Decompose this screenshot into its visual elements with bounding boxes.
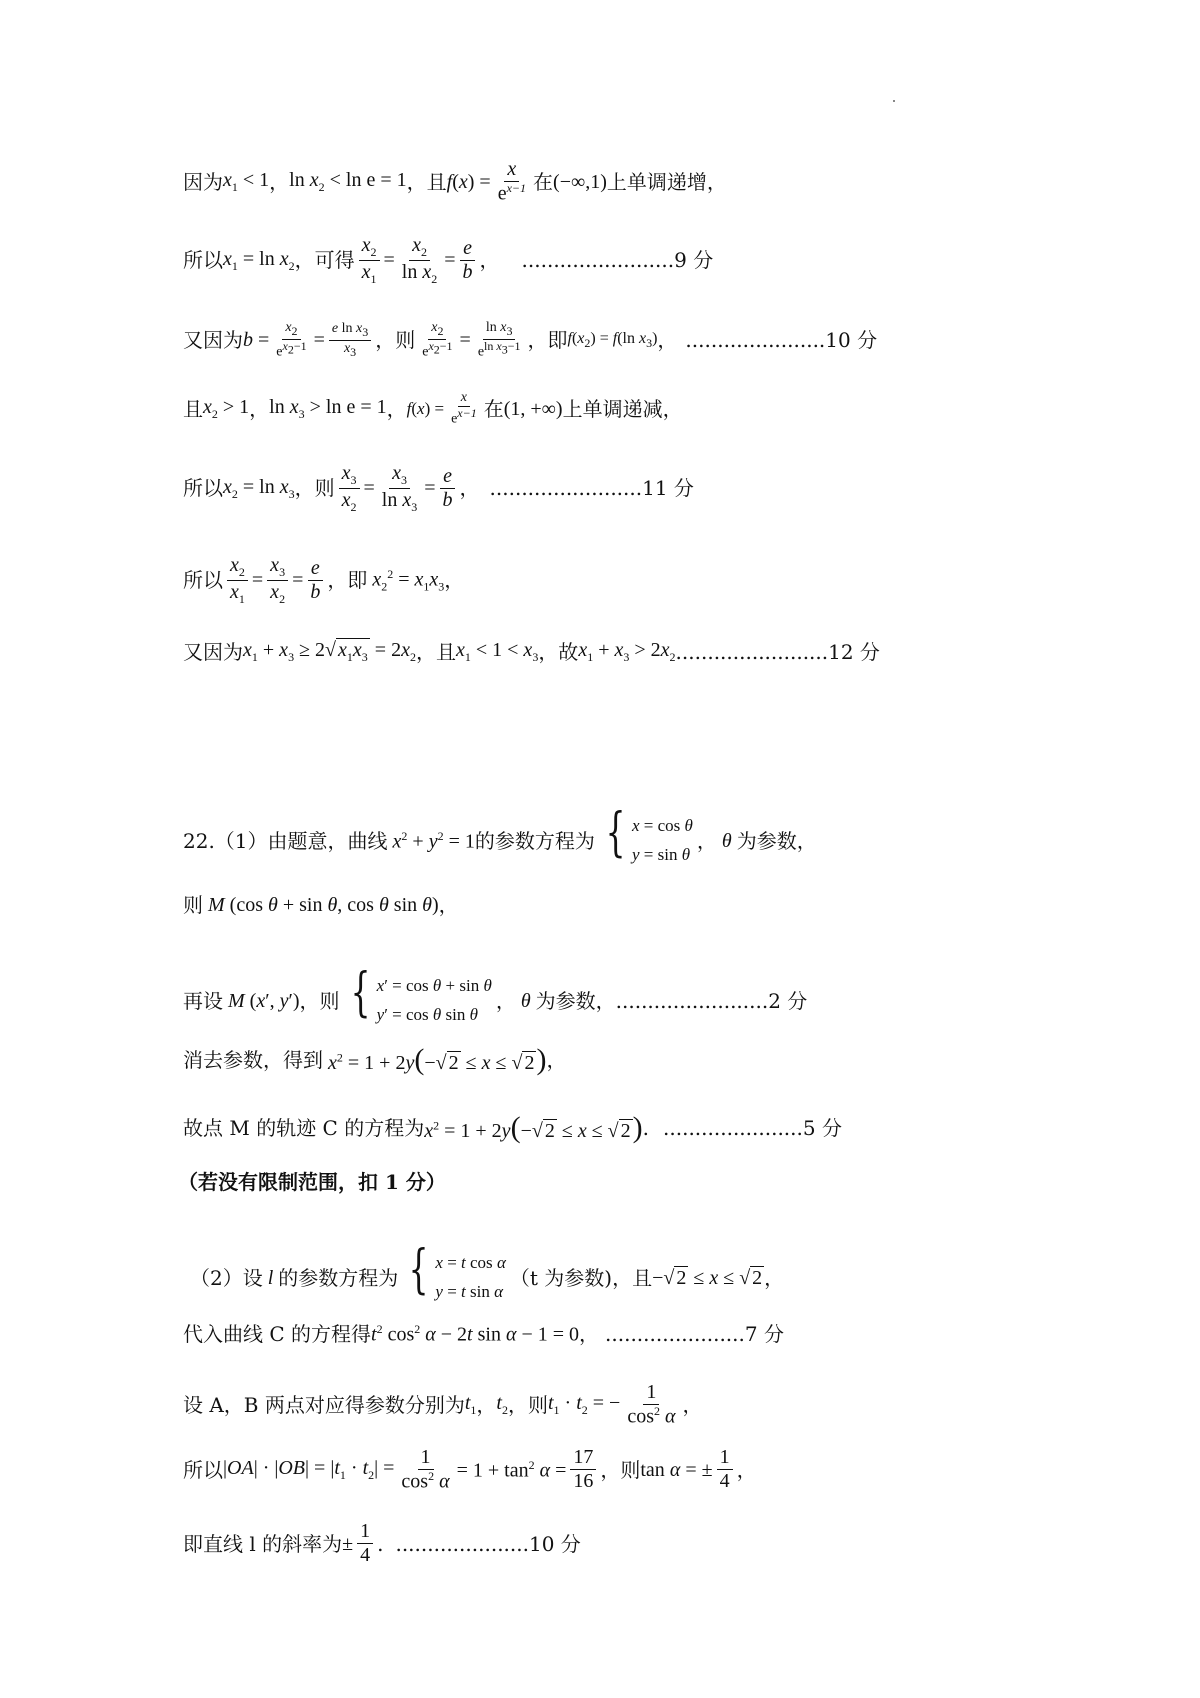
math: (1, +∞) <box>503 397 563 420</box>
text: ，且 <box>415 639 456 664</box>
line-7 <box>183 640 880 663</box>
note: （若没有限制范围，扣 1 分） <box>178 1170 446 1194</box>
fraction: $\frac{x_3}{x_2}$ <box>267 554 288 607</box>
equals: = <box>313 329 325 352</box>
score: ........................11 分 <box>489 476 694 501</box>
q22-line-5 <box>183 1113 842 1143</box>
math: ± <box>342 1532 354 1555</box>
fraction: $\frac{1}{\cos^2 \alpha}$ <box>401 1446 450 1493</box>
text: ， <box>444 568 465 593</box>
math: $x_2^2 = x_1x_3$ <box>372 566 445 594</box>
line-5 <box>183 462 694 515</box>
fraction: $\frac{x}{e^{x-1}}$ <box>451 390 477 427</box>
text: 再设 <box>183 988 223 1013</box>
text: 设 A，B 两点对应得参数分别为 <box>183 1392 465 1417</box>
text: 因为 <box>183 169 223 194</box>
text: . <box>642 1116 650 1140</box>
fraction: $\frac{1}{4}$ <box>717 1446 733 1493</box>
text: 则 <box>183 893 203 917</box>
math: = $1 + \tan^2 \alpha$ = <box>456 1458 567 1482</box>
equals: = <box>383 249 395 272</box>
equation-system: { x = cos θ y = sin θ <box>605 803 693 864</box>
text: （t 为参数)，且 <box>509 1265 653 1290</box>
text: 的参数方程为 <box>278 1265 399 1290</box>
text: 代入曲线 C 的方程得 <box>183 1321 372 1346</box>
math: l <box>262 1266 279 1289</box>
math: $f(x_2) = f(\ln$ $x_3$) <box>567 330 658 351</box>
equals: = <box>363 477 375 500</box>
text: ，则 <box>507 1392 548 1417</box>
text: . <box>377 1531 384 1556</box>
line-3 <box>183 320 877 360</box>
math: $\ln x_3 > \ln e = 1$ <box>269 396 387 422</box>
text: ，则 <box>294 476 335 501</box>
line-4 <box>183 390 683 428</box>
text: 在 <box>533 169 554 194</box>
math: (−∞,1) <box>553 170 607 193</box>
score: ........................9 分 <box>521 248 714 273</box>
math: $t_1 \cdot t_2$ = − <box>547 1392 621 1418</box>
line-1 <box>183 158 727 206</box>
text: 22.（1）由题意，曲线 <box>183 828 388 853</box>
math: θ <box>716 829 737 852</box>
text: ， <box>479 248 500 273</box>
score: ......................5 分 <box>663 1116 842 1140</box>
fraction: $\frac{1}{4}$ <box>357 1520 373 1567</box>
q22-line-10 <box>183 1446 757 1494</box>
math: $x^2 = 1 + 2y(-√$ 2 ≤ x ≤ √ 2) <box>328 1043 547 1076</box>
text: 在 <box>483 396 504 421</box>
text: ，可得 <box>294 248 355 273</box>
fraction: $\frac{x_2}{e^{x_2-1}}$ <box>422 320 453 360</box>
q22-line-1 <box>183 803 817 872</box>
text: ， <box>579 1321 600 1346</box>
text: ，则 <box>600 1457 641 1482</box>
math: $t^2$ $\cos^2 \alpha - 2t$ sin α − 1 = 0 <box>371 1322 580 1346</box>
text: ， <box>476 1392 497 1417</box>
math: b <box>243 329 253 352</box>
equals: = <box>424 477 436 500</box>
equation-system: { x′ = cos θ + sin θ y′ = cos θ sin θ <box>350 963 492 1024</box>
text: 消去参数，得到 <box>183 1048 323 1072</box>
text: ， <box>696 828 717 853</box>
q22-line-9 <box>183 1381 703 1429</box>
text: ，则 <box>299 988 340 1013</box>
q22-line-4 <box>183 1045 566 1075</box>
stray-dot <box>893 100 895 102</box>
math: $x_1 < 1 < x_3$ <box>455 639 539 664</box>
fraction: $\frac{e}{b}$ <box>460 237 476 284</box>
math: $t_1$ <box>464 1392 477 1418</box>
text: 为参数， <box>736 828 817 853</box>
math: $x_1 + x_3 > 2x_2$ <box>578 639 676 664</box>
math: $x_1 + x_3 \ge 2√$ $x_1x_3 = 2x_2$ <box>243 639 416 664</box>
q22-line-3 <box>183 963 808 1032</box>
fraction: $\frac{\ln x_3}{e^{ln x_3-1}}$ <box>477 320 521 360</box>
fraction: $\frac{e}{b}$ <box>307 557 323 604</box>
score: .....................10 分 <box>395 1531 581 1556</box>
text: 又因为 <box>183 639 243 664</box>
equals: = <box>292 569 304 592</box>
text: ， <box>438 893 459 917</box>
text: 即直线 l 的斜率为 <box>183 1531 343 1556</box>
fraction: $\frac{e}{b}$ <box>440 465 456 512</box>
math: $t_2$ <box>496 1392 508 1418</box>
text: ， <box>657 328 678 353</box>
math: $x_1 = \ln x_2$ <box>223 247 295 273</box>
text: ，即 <box>527 328 568 353</box>
text: 所以 <box>183 248 223 273</box>
text: ，即 <box>327 568 368 593</box>
math: f(x) = <box>406 399 445 419</box>
text: ，则 <box>375 328 416 353</box>
math: $\ln x_2 < \ln e = 1$ <box>289 169 407 195</box>
equals: = <box>253 329 270 352</box>
text: ， <box>269 169 290 194</box>
math: θ <box>515 989 536 1012</box>
math: −√ 2 ≤ x ≤ √ 2 <box>652 1266 763 1289</box>
q22-line-8 <box>183 1323 784 1345</box>
q22-line-11 <box>183 1520 581 1567</box>
text: 的参数方程为 <box>474 828 595 853</box>
score: ......................7 分 <box>605 1321 784 1346</box>
math: $x^2 + y^2 = 1$ <box>392 829 475 853</box>
text: 为参数， <box>535 988 616 1013</box>
equals: = <box>444 249 456 272</box>
math: M (cos θ + sin θ, cos θ sin θ) <box>208 894 439 916</box>
math: M (x′, y′) <box>228 989 300 1012</box>
text: ，且 <box>406 169 447 194</box>
fraction: $\frac{x}{e^{x-1}}$ <box>497 158 527 205</box>
text: 上单调递减， <box>562 396 683 421</box>
text: 所以 <box>183 568 223 593</box>
score: ........................2 分 <box>615 988 808 1013</box>
text: 所以 <box>183 1457 223 1482</box>
math: $x_1 < 1$ <box>223 169 270 195</box>
fraction: $\frac{x_2}{\ln x_2}$ <box>401 234 438 286</box>
fraction: $\frac{x_3}{\ln x_3}$ <box>381 462 418 514</box>
score: ......................10 分 <box>685 328 878 353</box>
fraction: $\frac{x_2}{x_1}$ <box>359 234 380 287</box>
line-2 <box>183 234 713 287</box>
text: ， <box>682 1392 703 1417</box>
fraction: $\frac{x_2}{e^{x_2-1}}$ <box>276 320 307 360</box>
text: 且 <box>183 396 203 421</box>
math: tan α = ± <box>640 1458 713 1481</box>
q22-line-6 <box>178 1172 446 1192</box>
score: ........................12 分 <box>675 639 880 664</box>
equals: = <box>459 329 471 352</box>
math: $|OA| \cdot |OB| = |t_1 \cdot t_2|$ = <box>223 1457 395 1483</box>
text: ， <box>736 1457 757 1482</box>
text: ，故 <box>538 639 579 664</box>
math: $x_2 > 1$ <box>203 396 250 422</box>
math: $x_2 = \ln x_3$ <box>223 475 295 501</box>
text: 上单调递增， <box>606 169 727 194</box>
text: ， <box>495 988 516 1013</box>
q22-line-2 <box>183 895 459 915</box>
text: （2）设 <box>190 1265 263 1290</box>
fraction: $\frac{1}{\cos^2 \alpha}$ <box>627 1381 676 1428</box>
fraction: $\frac{17}{16}$ <box>570 1446 596 1493</box>
text: 又因为 <box>183 328 243 353</box>
text: 所以 <box>183 476 223 501</box>
text: 故点 M 的轨迹 C 的方程为 <box>183 1116 425 1140</box>
fraction: $\frac{e \ln x_3}{x_3}$ <box>329 321 371 359</box>
fraction: $\frac{x_2}{x_1}$ <box>227 554 248 607</box>
line-6 <box>183 554 464 607</box>
math: f(x) = <box>446 170 491 193</box>
equation-system: { x = t cos α y = t sin α <box>408 1240 506 1301</box>
text: ， <box>764 1265 785 1290</box>
math: $x^2 = 1 + 2y(-√$ 2 ≤ x ≤ √ 2) <box>424 1111 643 1144</box>
text: ， <box>546 1048 567 1072</box>
fraction: $\frac{x_3}{x_2}$ <box>339 462 360 515</box>
equals: = <box>251 569 264 592</box>
text: ， <box>249 396 270 421</box>
text: ， <box>386 396 407 421</box>
q22-line-7 <box>190 1240 785 1309</box>
text: ， <box>459 476 480 501</box>
